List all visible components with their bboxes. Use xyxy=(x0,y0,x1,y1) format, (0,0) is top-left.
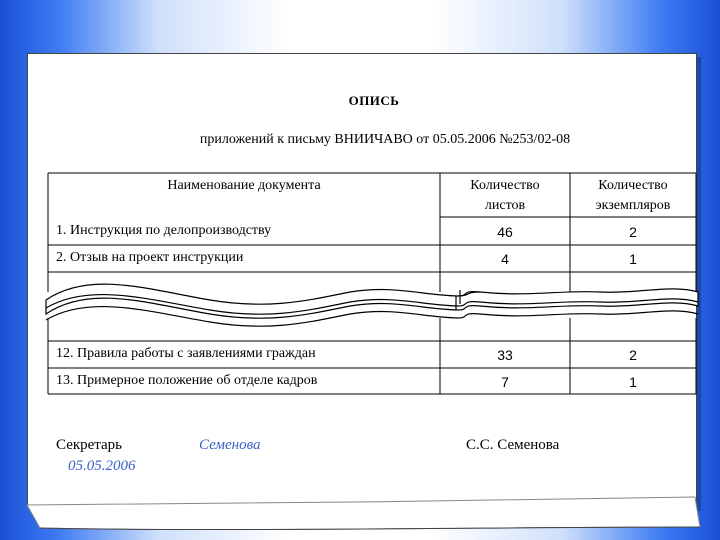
row-12-copies: 2 xyxy=(629,347,637,363)
row-13-sheets: 7 xyxy=(501,374,509,390)
header-name: Наименование документа xyxy=(167,178,321,193)
document-subtitle: приложений к письму ВНИИЧАВО от 05.05.2006 №253/02-08 xyxy=(199,132,571,147)
row-13-name: 13. Примерное положение об отделе кадров xyxy=(56,373,318,388)
row-2-sheets: 4 xyxy=(501,251,509,267)
row-2-copies: 1 xyxy=(629,251,637,267)
torn-break xyxy=(46,284,698,326)
signature-position: Секретарь xyxy=(56,437,123,453)
header-copies: Количество экземпляров xyxy=(595,178,671,213)
signatory-name: С.С. Семенова xyxy=(466,437,560,453)
row-1-name: 1. Инструкция по делопроизводству xyxy=(56,223,272,238)
row-1-copies: 2 xyxy=(629,224,637,240)
handwritten-signature: Семенова xyxy=(199,437,261,453)
document-title: ОПИСЬ xyxy=(348,93,400,108)
row-1-sheets: 46 xyxy=(497,224,513,240)
row-2-name: 2. Отзыв на проект инструкции xyxy=(56,250,244,265)
header-sheets: Количество листов xyxy=(470,178,540,213)
row-13-copies: 1 xyxy=(629,374,637,390)
row-12-sheets: 33 xyxy=(497,347,513,363)
row-12-name: 12. Правила работы с заявлениями граждан xyxy=(56,346,316,361)
signature-date: 05.05.2006 xyxy=(68,458,136,474)
